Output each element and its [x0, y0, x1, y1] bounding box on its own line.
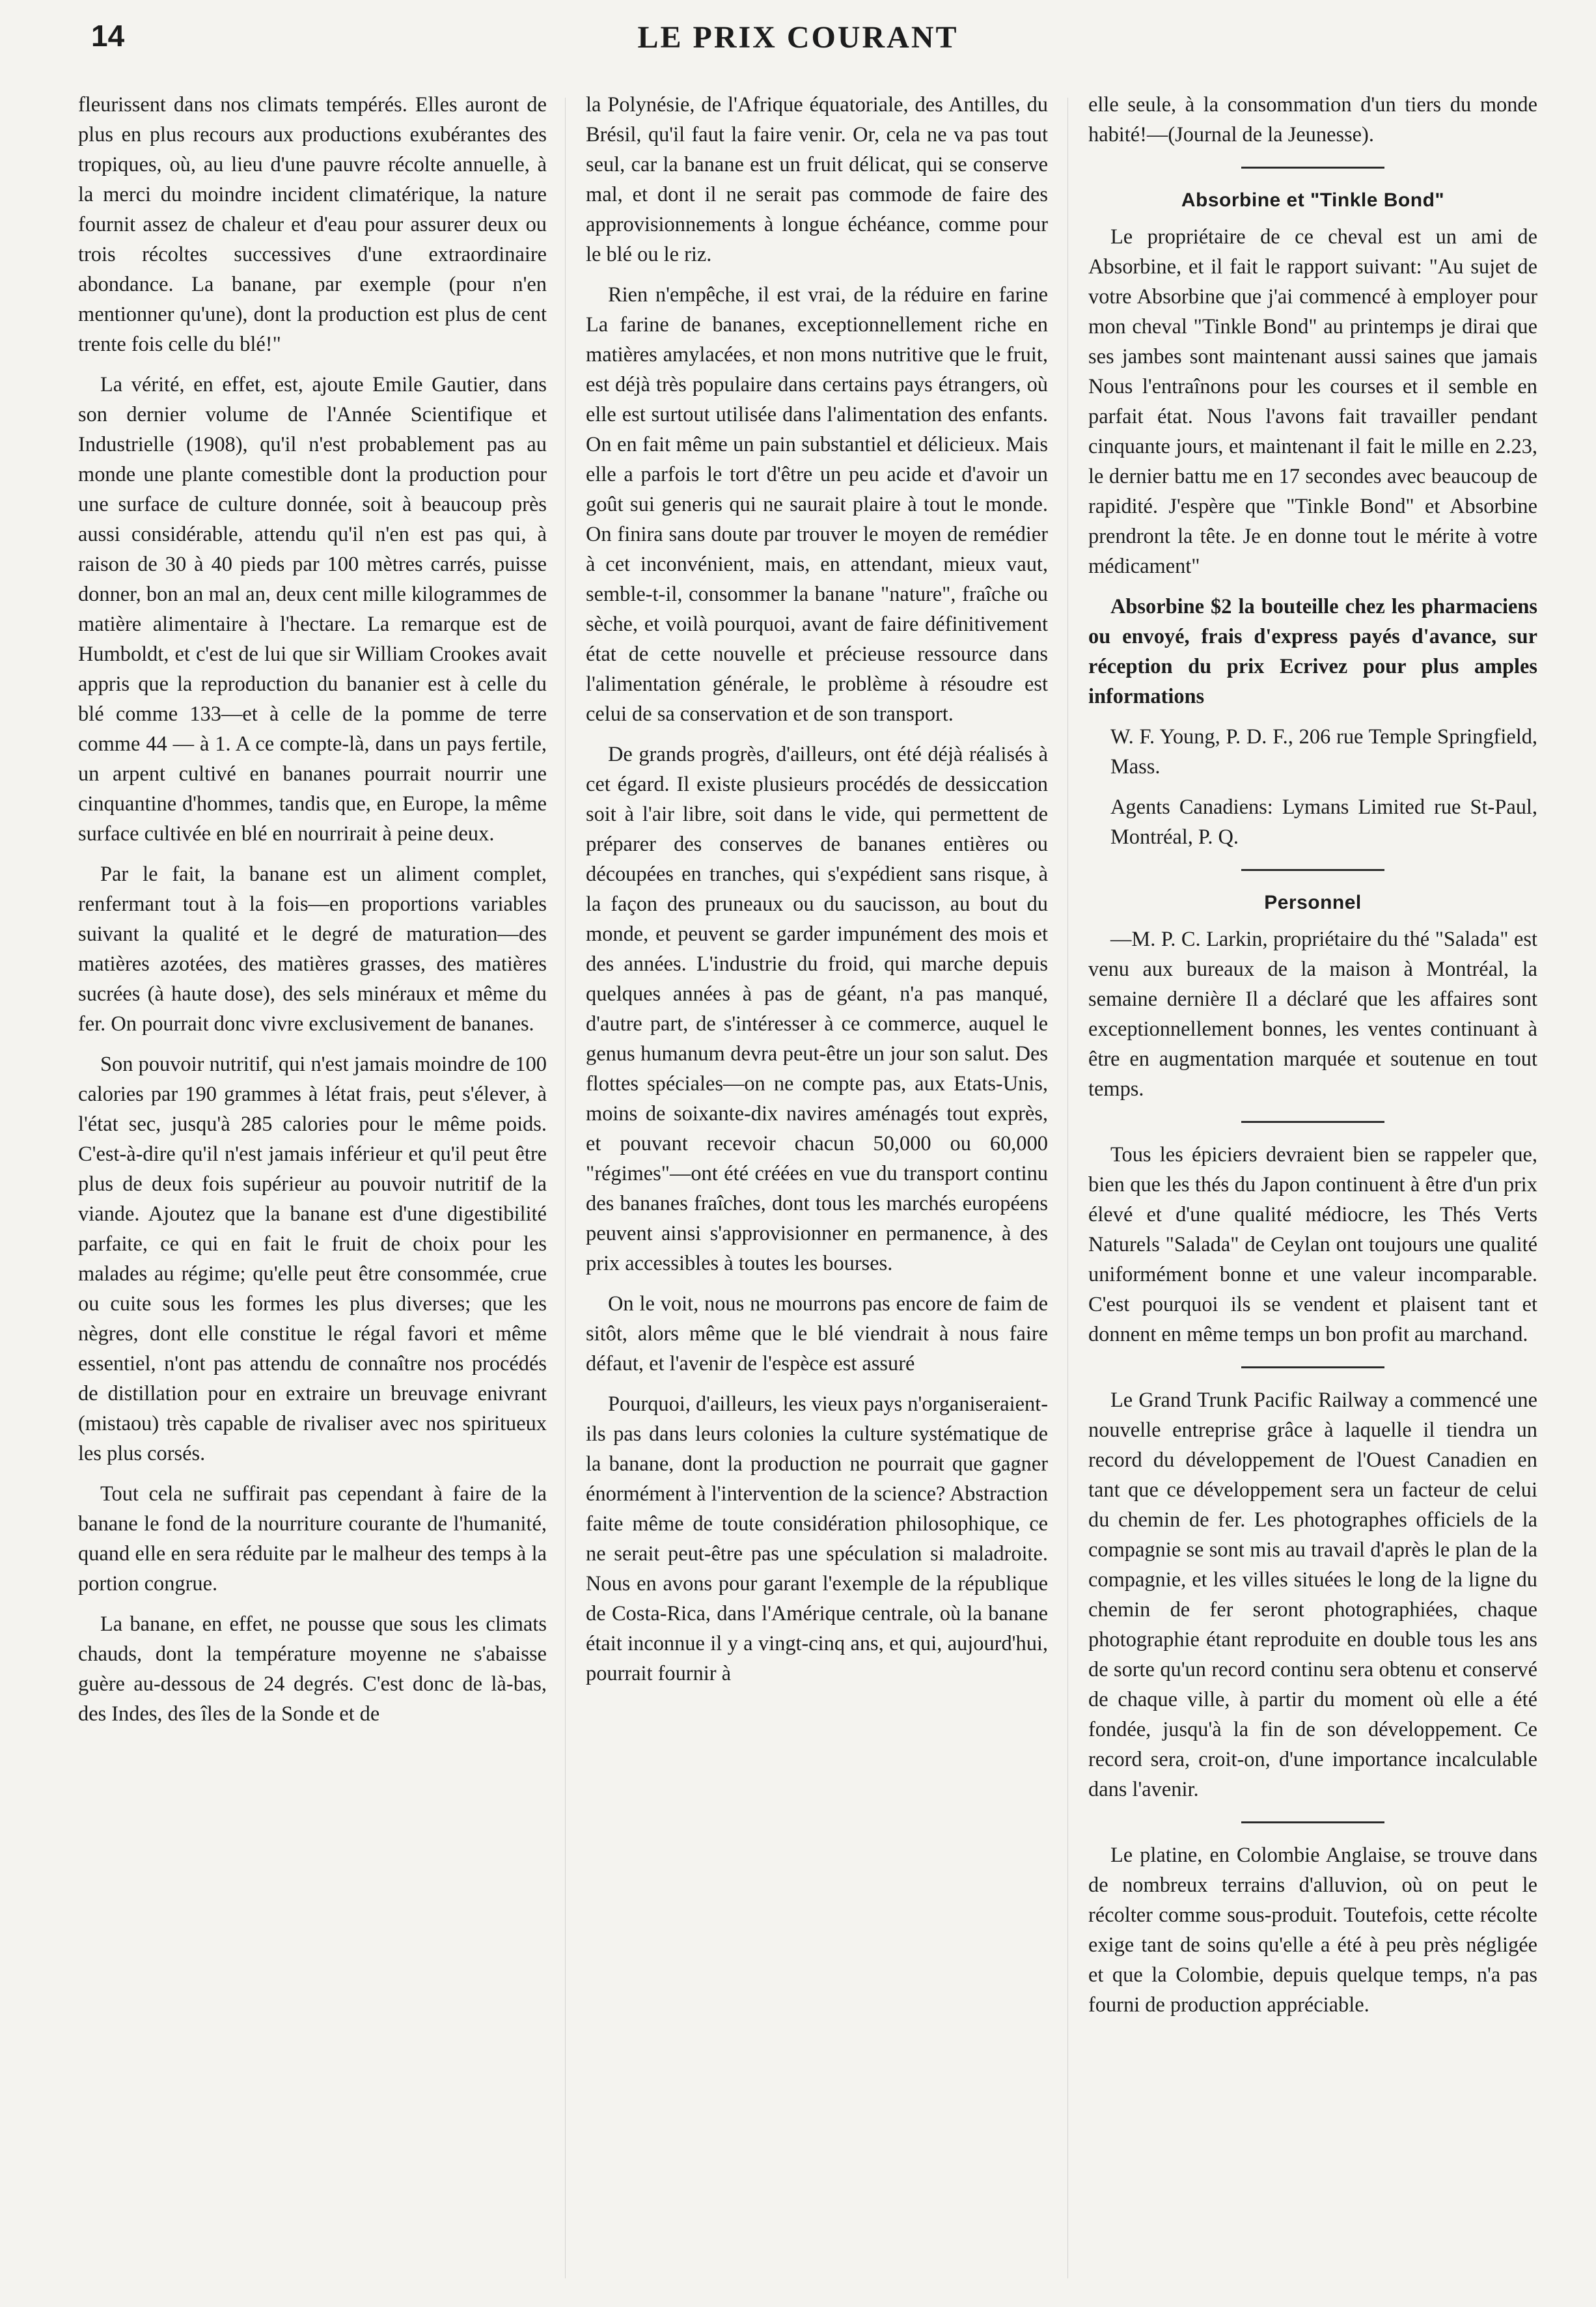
- publication-title: LE PRIX COURANT: [637, 20, 959, 55]
- paragraph: Absorbine $2 la bouteille chez les pharmaciens ou envoyé, frais d'express payés d'avance, sur réception du prix Ecrivez pour plus amples informations: [1088, 595, 1537, 708]
- paragraph: Pourquoi, d'ailleurs, les vieux pays n'organiseraient-ils pas dans leurs colonies la culture systématique de la banane, dont la production ne pourrait que gagner énormément à l'intervention de la science? Abstraction faite même de toute considération philosophique, ce ne serait peut-être pas une spéculation si maladroite. Nous en avons pour garant l'exemple de la république de Costa-Rica, dans l'Amérique centrale, où la banane était inconnue il y a vingt-cinq ans, et qui, aujourd'hui, pourrait fournir à: [586, 1392, 1048, 1685]
- paragraph: Le Grand Trunk Pacific Railway a commencé une nouvelle entreprise grâce à laquelle il tiendra un record du développement de l'Ouest Canadien en tant que ce développement sera un facteur de celui du chemin de fer. Les photographes officiels de la compagnie se sont mis au travail d'après le plan de la compagnie, et les villes situées le long de la ligne du chemin de fer seront photographiées, chaque photographie étant reproduite en double tous les ans de sorte qu'un record continu sera obtenu et conservé de chaque ville, à partir du moment où elle a été fondée, jusqu'à la fin de son développement. Ce record sera, croit-on, d'une importance incalculable dans l'avenir.: [1088, 1388, 1537, 1801]
- section-divider: [1241, 167, 1384, 169]
- paragraph: La banane, en effet, ne pousse que sous les climats chauds, dont la température moyenne ne s'abaisse guère au-dessous de 24 degrés. C'est donc de là-bas, des Indes, des îles de la Sonde et de: [78, 1612, 547, 1726]
- paragraph: Tout cela ne suffirait pas cependant à faire de la banane le fond de la nourriture courante de l'humanité, quand elle en sera réduite par le malheur des temps à la portion congrue.: [78, 1482, 547, 1596]
- paragraph: elle seule, à la consommation d'un tiers du monde habité!—(Journal de la Jeunesse).: [1088, 93, 1537, 146]
- paragraph: De grands progrès, d'ailleurs, ont été déjà réalisés à cet égard. Il existe plusieurs procédés de dessiccation soit à l'air libre, soit dans le vide, qui permettent de préparer des conserves de bananes entières ou découpées en tranches, qui s'expédient sans risque, à la façon des pruneaux ou du saucisson, au bout du monde, et peuvent se garder impunément des mois et des années. L'industrie du froid, qui marche depuis quelques années à pas de géant, n'a pas manqué, d'autre part, de s'intéresser à ce commerce, auquel le genus humanum devra peut-être un jour son salut. Des flottes spéciales—on ne compte pas, aux Etats-Unis, moins de soixante-dix navires aménagés tout exprès, et pouvant recevoir chacun 50,000 ou 60,000 "régimes"—ont été créées en vue du transport continu des bananes fraîches, dont tous les marchés européens peuvent ainsi s'approvisionner en permanence, à des prix accessibles à toutes les bourses.: [586, 743, 1048, 1275]
- page-number: 14: [91, 19, 125, 53]
- section-divider: [1241, 869, 1384, 871]
- paragraph: la Polynésie, de l'Afrique équatoriale, des Antilles, du Brésil, qu'il faut la faire venir. Or, cela ne va pas tout seul, car la banane est un fruit délicat, qui se conserve mal, et dont il ne serait pas commode de faire des approvisionnements à longue échéance, comme pour le blé ou le riz.: [586, 93, 1048, 266]
- paragraph: Tous les épiciers devraient bien se rappeler que, bien que les thés du Japon continuent à être d'un prix élevé et d'une qualité médiocre, les Thés Verts Naturels "Salada" de Ceylan ont toujours une qualité uniformément bonne et une valeur incomparable. C'est pourquoi ils se vendent et plaisent tant et donnent en même temps un bon profit au marchand.: [1088, 1143, 1537, 1346]
- section-heading-absorbine: Absorbine et "Tinkle Bond": [1181, 189, 1445, 211]
- paragraph: Son pouvoir nutritif, qui n'est jamais moindre de 100 calories par 190 grammes à létat frais, peut s'élever, à l'état sec, jusqu'à 285 calories pour le même poids. C'est-à-dire qu'il n'est jamais inférieur et qu'il peut être plus de deux fois supérieur au pouvoir nutritif de la viande. Ajoutez que la banane est d'une digestibilité parfaite, ce qui en fait le fruit de choix pour les malades au régime; qu'elle peut être consommée, crue ou cuite sous les formes les plus diverses; que les nègres, dont elle constitue le régal favori et même essentiel, n'ont pas attendu de connaître nos procédés de distillation pour en extraire un breuvage enivrant (mistaou) très capable de rivaliser avec nos spiritueux les plus corsés.: [78, 1053, 547, 1465]
- paragraph: La vérité, en effet, est, ajoute Emile Gautier, dans son dernier volume de l'Année Scientifique et Industrielle (1908), qu'il n'est probablement pas au monde une plante comestible dont la production pour une surface de culture donnée, soit à beaucoup près aussi considérable, attendu qu'il n'en est pas qui, à raison de 30 à 40 pieds par 100 mètres carrés, puisse donner, bon an mal an, deux cent mille kilogrammes de matière alimentaire à l'hectare. La remarque est de Humboldt, et c'est de lui que sir William Crookes avait appris que la reproduction du bananier est à celle du blé comme 133—et à celle de la pomme de terre comme 44 — à 1. A ce compte-là, dans un pays fertile, un arpent cultivé en bananes pourrait nourrir une cinquantine d'hommes, tandis que, en Europe, la même surface cultivée en blé en nourrirait à peine deux.: [78, 373, 547, 846]
- section-divider: [1241, 1366, 1384, 1368]
- paragraph: Le propriétaire de ce cheval est un ami de Absorbine, et il fait le rapport suivant: "Au sujet de votre Absorbine que j'ai commencé à employer pour mon cheval "Tinkle Bond" au printemps je dirai que ses jambes sont maintenant aussi saines que jamais Nous l'entraînons pour les courses et il semble en parfait état. Nous l'avons fait travailler pendant cinquante jours, et maintenant il fait le mille en 2.23, le dernier battu me en 17 secondes avec beaucoup de rapidité. J'espère que "Tinkle Bond" et Absorbine prendront la tête. Je en donne tout le mérite à votre médicament": [1088, 225, 1537, 578]
- agents: Agents Canadiens: Lymans Limited rue St-Paul, Montréal, P. Q.: [1110, 795, 1537, 849]
- paragraph: Rien n'empêche, il est vrai, de la réduire en farine La farine de bananes, exceptionnellement riche en matières amylacées, et non mons nutritive que le fruit, est déjà très populaire dans certains pays étrangers, où elle est surtout utilisée dans l'alimentation des enfants. On en fait même un pain substantiel et délicieux. Mais elle a parfois le tort d'être un peu acide et d'avoir un goût sui generis qui ne saurait plaire à tout le monde. On finira sans doute par trouver le moyen de remédier à cet inconvénient, mais, en attendant, mieux vaut, semble-t-il, consommer la banane "nature", fraîche ou sèche, et voilà pourquoi, avant de faire définitivement état de cette nouvelle et précieuse ressource dans l'alimentation générale, le problème à résoudre est celui de sa conservation et de son transport.: [586, 283, 1048, 726]
- column-3: [1088, 90, 1537, 2030]
- column-2: [586, 90, 1048, 1699]
- paragraph: —M. P. C. Larkin, propriétaire du thé "Salada" est venu aux bureaux de la maison à Montréal, la semaine dernière Il a déclaré que les affaires sont exceptionnellement bonnes, les ventes continuant à être en augmentation marquée et soutenue en tout temps.: [1088, 928, 1537, 1101]
- paragraph: On le voit, nous ne mourrons pas encore de faim de sitôt, alors même que le blé viendrait à nous faire défaut, et l'avenir de l'espèce est assuré: [586, 1292, 1048, 1375]
- paragraph: Par le fait, la banane est un aliment complet, renfermant tout à la fois—en proportions variables suivant la qualité et le degré de maturation—des matières azotées, des matières grasses, des matières sucrées (à haute dose), des sels minéraux et même du fer. On pourrait donc vivre exclusivement de bananes.: [78, 863, 547, 1036]
- column-divider: [565, 98, 566, 2278]
- section-divider: [1241, 1121, 1384, 1123]
- paragraph: Le platine, en Colombie Anglaise, se trouve dans de nombreux terrains d'alluvion, où on peut le récolter comme sous-produit. Toutefois, cette récolte exige tant de soins qu'elle a été à peu près négligée et que la Colombie, depuis quelque temps, n'a pas fourni de production appréciable.: [1088, 1844, 1537, 2017]
- section-divider: [1241, 1821, 1384, 1823]
- address: W. F. Young, P. D. F., 206 rue Temple Springfield, Mass.: [1110, 725, 1537, 779]
- column-1: [78, 90, 547, 1739]
- paragraph: fleurissent dans nos climats tempérés. Elles auront de plus en plus recours aux productions exubérantes des tropiques, où, au lieu d'une pauvre récolte annuelle, à la merci du moindre incident climatérique, la nature fournit assez de chaleur et d'eau pour assurer deux ou trois récoltes successives d'une extraordinaire abondance. La banane, par exemple (pour n'en mentionner qu'une), dont la production est plus de cent trente fois celle du blé!": [78, 93, 547, 356]
- column-divider: [1067, 98, 1068, 2278]
- section-heading-personnel: Personnel: [1264, 892, 1362, 913]
